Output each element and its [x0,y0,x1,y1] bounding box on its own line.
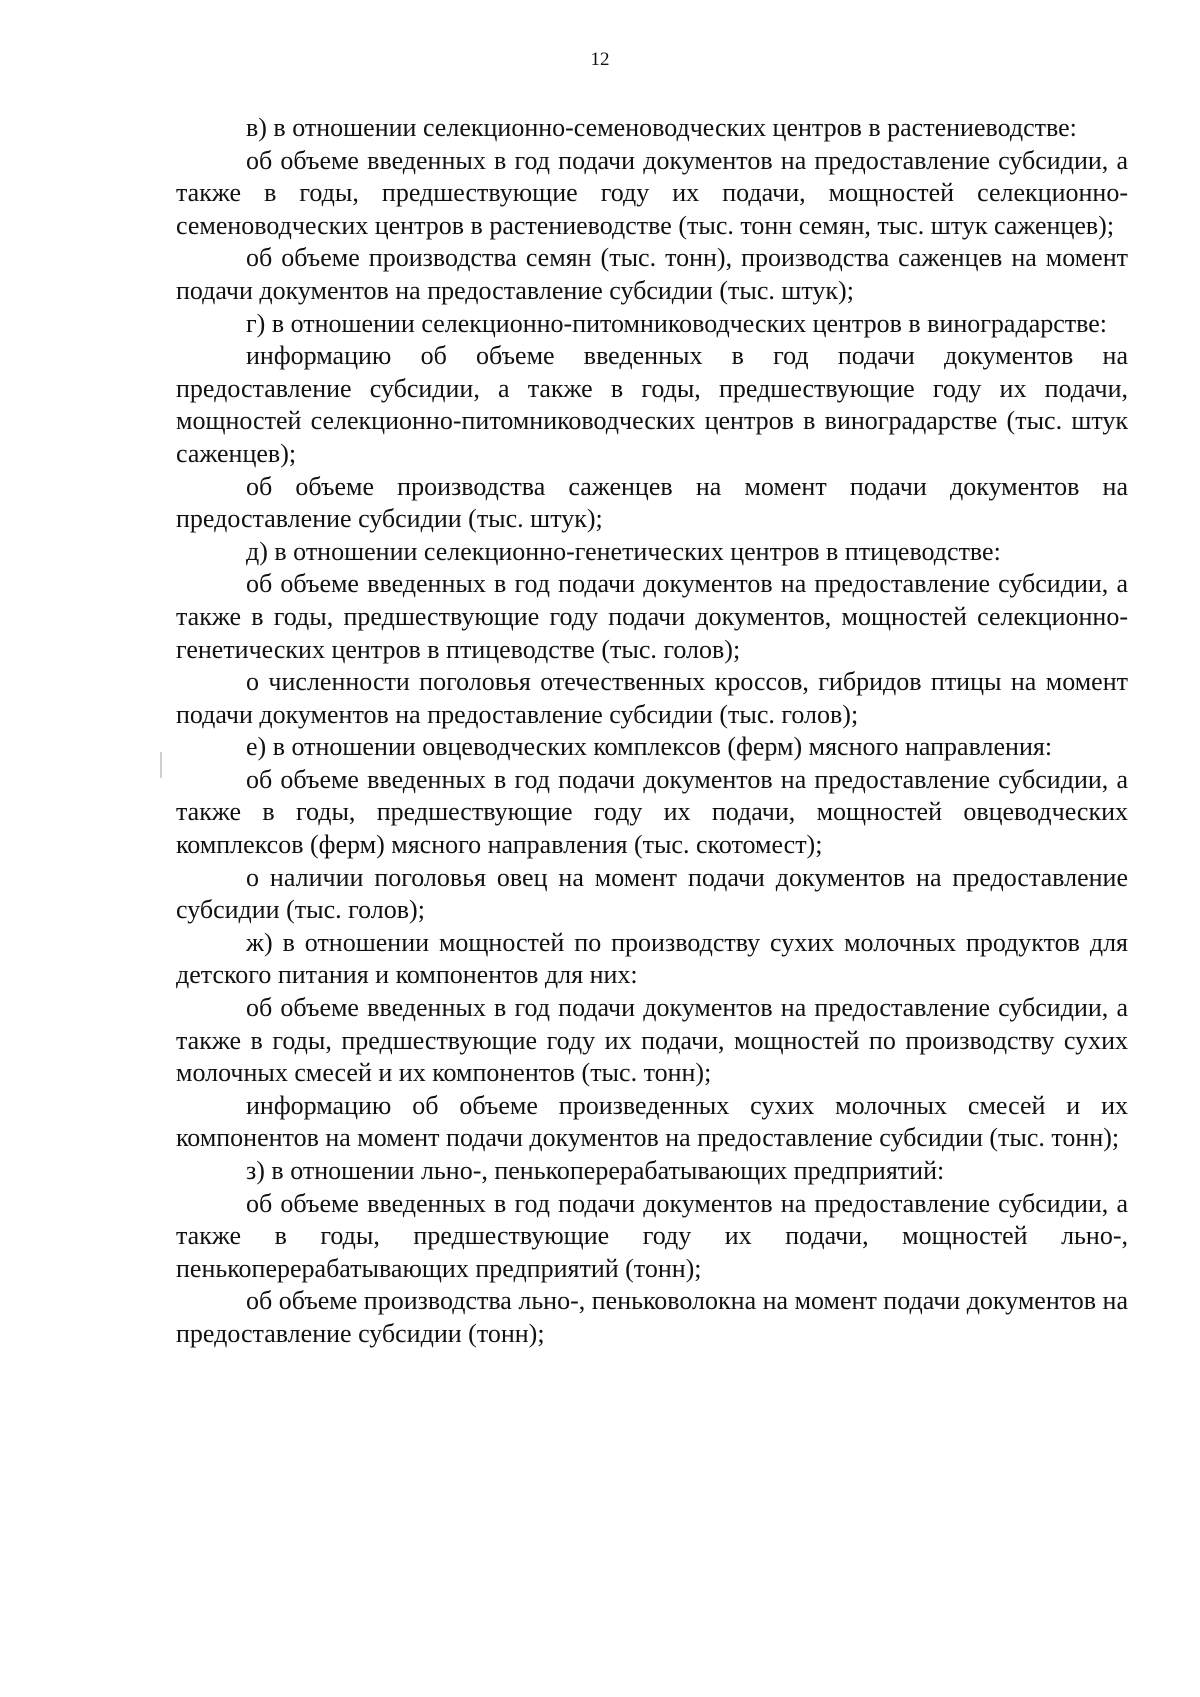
paragraph-v-capacity: об объеме введенных в год подачи документов на предоставление субсидии, а также в годы, предшествующие году их подачи, мощностей селекционно-семеноводческих центров в растениеводстве (тыс. тонн семян, тыс. штук саженцев); [176,145,1128,240]
paragraph-z-heading: з) в отношении льно-, пенькоперерабатывающих предприятий: [246,1156,945,1185]
paragraph-e-capacity: об объеме введенных в год подачи документов на предоставление субсидии, а также в годы, предшествующие году их подачи, мощностей овцеводческих комплексов (ферм) мясного направления (тыс. скотомест); [176,764,1128,860]
paragraph-e-livestock: о наличии поголовья овец на момент подачи документов на предоставление субсидии (тыс. голов); [176,862,1128,925]
paragraph-g-heading: г) в отношении селекционно-питомниководческих центров в виноградарстве: [246,308,1108,338]
paragraph-z-capacity: об объеме введенных в год подачи документов на предоставление субсидии, а также в годы, предшествующие году их подачи, мощностей льно-, пенькоперерабатывающих предприятий (тонн); [176,1188,1128,1283]
paragraph-d-capacity: об объеме введенных в год подачи документов на предоставление субсидии, а также в годы, предшествующие году подачи документов, мощностей селекционно-генетических центров в птицеводстве (тыс. голов); [176,569,1128,664]
paragraph-v-production: об объеме производства семян (тыс. тонн), производства саженцев на момент подачи документов на предоставление субсидии (тыс. штук); [176,243,1128,305]
paragraph-z-production: об объеме производства льно-, пеньковолокна на момент подачи документов на предоставление субсидии (тонн); [176,1286,1128,1348]
scan-artifact [160,752,162,778]
paragraph-g-capacity: информацию об объеме введенных в год подачи документов на предоставление субсидии, а также в годы, предшествующие году их подачи, мощностей селекционно-питомниководческих центров в виноградарстве (тыс. штук саженцев); [176,341,1128,468]
paragraph-zh-production: информацию об объеме произведенных сухих молочных смесей и их компонентов на момент подачи документов на предоставление субсидии (тыс. тонн); [176,1090,1128,1153]
paragraph-e-heading: е) в отношении овцеводческих комплексов (ферм) мясного направления: [246,732,1053,762]
paragraph-zh-capacity: об объеме введенных в год подачи документов на предоставление субсидии, а также в годы, предшествующие году их подачи, мощностей по производству сухих молочных смесей и их компонентов (тыс. тонн); [176,993,1128,1088]
paragraph-g-production: об объеме производства саженцев на момент подачи документов на предоставление субсидии (тыс. штук); [176,471,1128,534]
paragraph-v-heading: в) в отношении селекционно-семеноводческих центров в растениеводстве: [246,113,1077,142]
paragraph-d-heading: д) в отношении селекционно-генетических центров в птицеводстве: [246,536,1001,566]
document-body [176,112,1128,1351]
paragraph-d-livestock: о численности поголовья отечественных кроссов, гибридов птицы на момент подачи документов на предоставление субсидии (тыс. голов); [176,667,1128,729]
paragraph-zh-heading: ж) в отношении мощностей по производству сухих молочных продуктов для детского питания и компонентов для них: [176,927,1128,990]
page-number: 12 [590,49,610,70]
